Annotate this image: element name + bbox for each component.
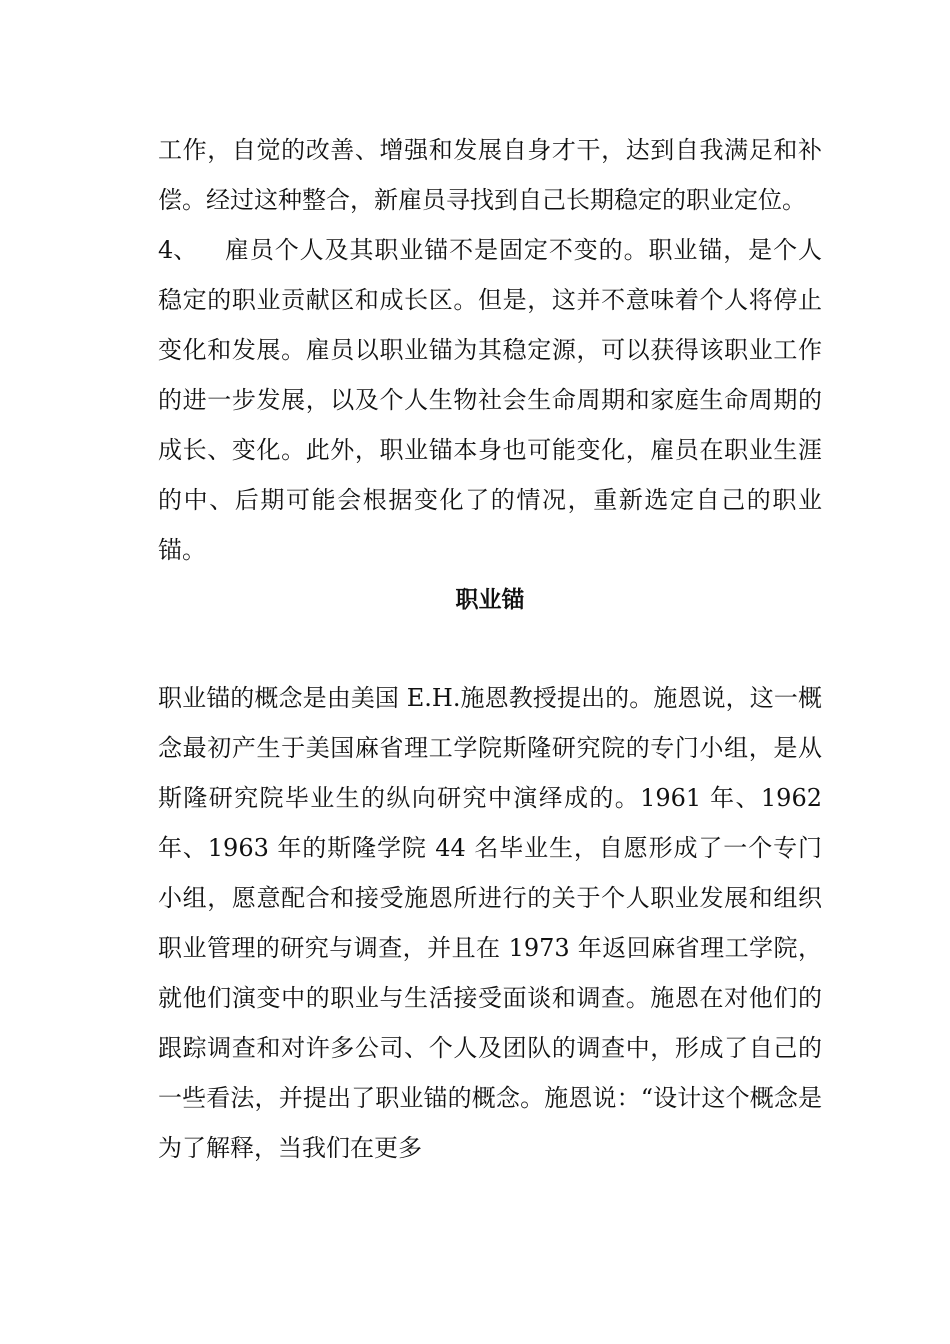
paragraph-continued: 工作，自觉的改善、增强和发展自身才干，达到自我满足和补偿。经过这种整合，新雇员寻找到自己长期稳定的职业定位。 <box>158 136 822 214</box>
numbered-paragraph-4 <box>158 225 822 575</box>
document-body <box>158 125 822 1173</box>
paragraph-concept: 职业锚的概念是由美国 E.H.施恩教授提出的。施恩说，这一概念最初产生于美国麻省理工学院斯隆研究院的专门小组，是从斯隆研究院毕业生的纵向研究中演绎成的。1961 年、1962 年、1963 年的斯隆学院 44 名毕业生，自愿形成了一个专门小组，愿意配合和接受施恩所进行的关于个人职业发展和组织职业管理的研究与调查，并且在 1973 年返回麻省理工学院，就他们演变中的职业与生活接受面谈和调查。施恩在对他们的跟踪调查和对许多公司、个人及团队的调查中，形成了自己的一些看法，并提出了职业锚的概念。施恩说：“设计这个概念是为了解释，当我们在更多 <box>158 684 822 1162</box>
spacer <box>158 625 822 673</box>
section-heading: 职业锚 <box>455 587 525 613</box>
item-number: 4、 <box>158 236 198 264</box>
item-text: 雇员个人及其职业锚不是固定不变的。职业锚，是个人稳定的职业贡献区和成长区。但是，这并不意味着个人将停止变化和发展。雇员以职业锚为其稳定源，可以获得该职业工作的进一步发展，以及个人生物社会生命周期和家庭生命周期的成长、变化。此外，职业锚本身也可能变化，雇员在职业生涯的中、后期可能会根据变化了的情况，重新选定自己的职业锚。 <box>158 236 822 564</box>
